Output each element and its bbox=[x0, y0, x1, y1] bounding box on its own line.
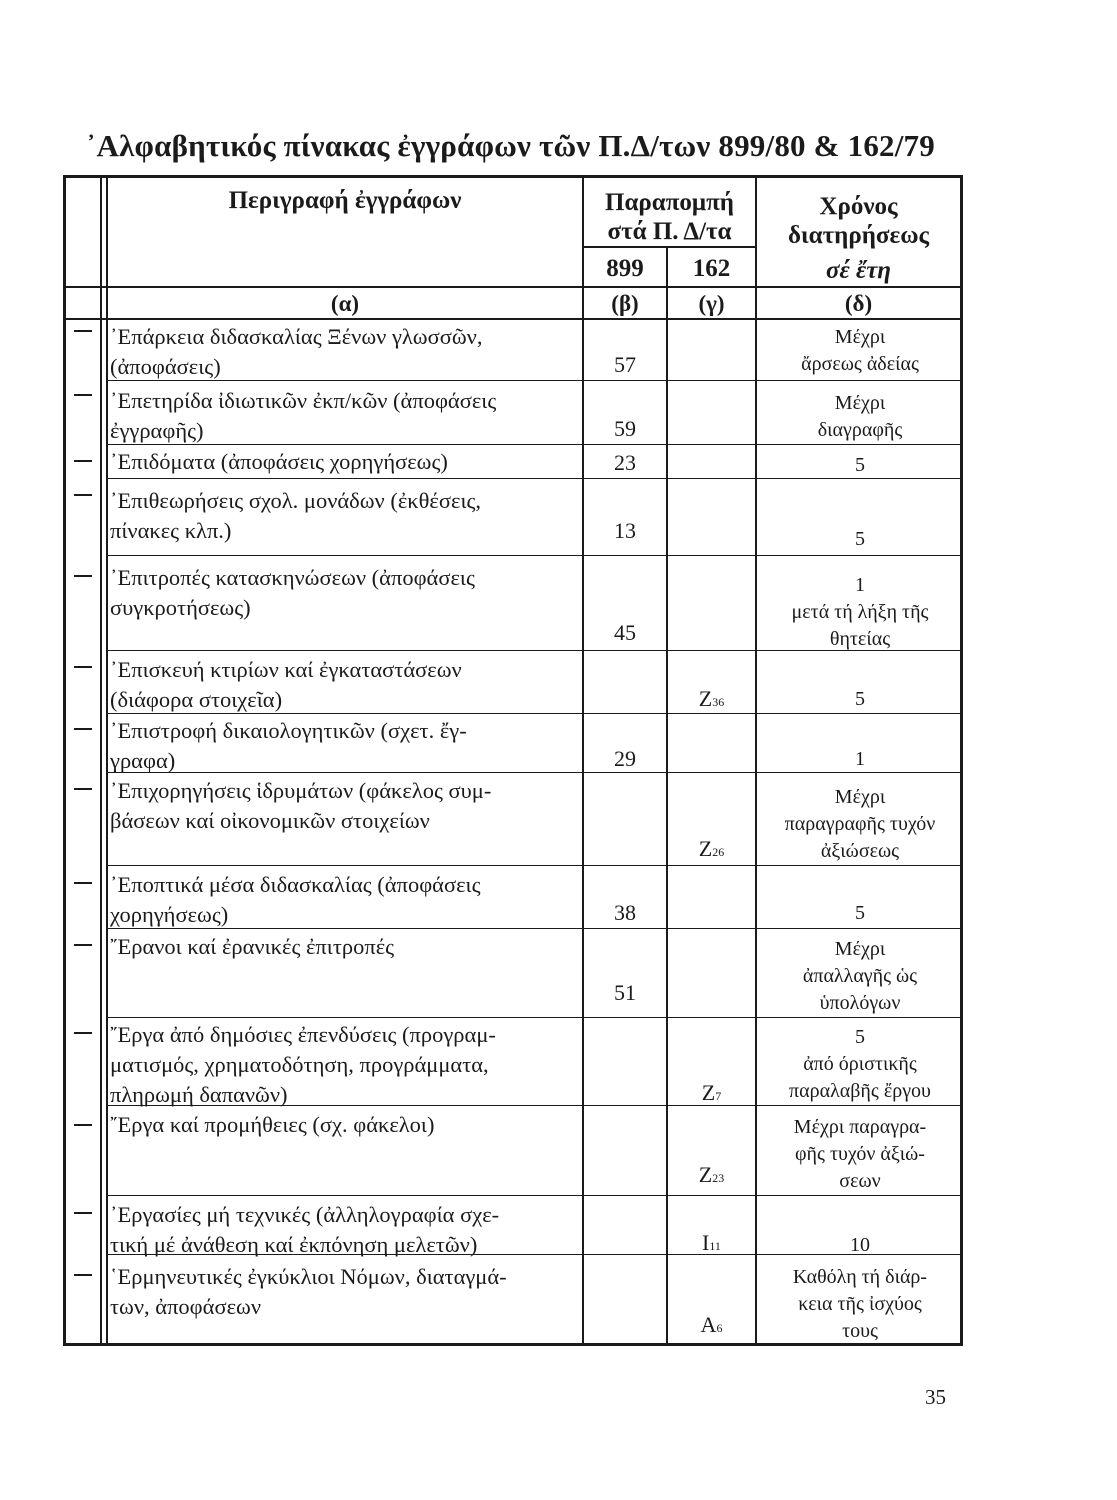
row-marker bbox=[74, 788, 92, 790]
row-marker bbox=[74, 330, 92, 332]
retention-period: Μέχρι διαγραφῆς bbox=[817, 392, 903, 441]
row-description: ᾿Επιδόματα (ἀποφάσεις χορηγήσεως) bbox=[110, 449, 448, 474]
row-marker bbox=[74, 728, 92, 730]
ref-899: 51 bbox=[614, 980, 636, 1005]
header-reference: Παραπομπή στά Π. Δ/τα bbox=[605, 189, 734, 245]
row-marker bbox=[74, 1274, 92, 1276]
row-marker bbox=[74, 944, 92, 946]
retention-period: Καθόλη τή διάρ- κεια τῆς ἰσχύος τους bbox=[792, 1266, 928, 1342]
header-ref-162: 162 bbox=[692, 255, 731, 282]
row-description: ᾿Επιτροπές κατασκηνώσεων (ἀποφάσεις συγκροτήσεως) bbox=[110, 565, 475, 620]
header-description: Περιγραφή ἐγγράφων bbox=[228, 187, 462, 214]
ref-162: Z36 bbox=[698, 686, 725, 711]
retention-period: 5 bbox=[855, 902, 865, 924]
row-marker bbox=[74, 882, 92, 884]
row-description: ῾Ερμηνευτικές ἐγκύκλιοι Νόμων, διαταγμά- των, ἀποφάσεων bbox=[110, 1264, 507, 1319]
row-description: ῎Εργα καί προμήθειες (σχ. φάκελοι) bbox=[110, 1112, 435, 1137]
header-label-a: (α) bbox=[330, 291, 360, 316]
row-description: ᾿Επιθεωρήσεις σχολ. μονάδων (ἐκθέσεις, πίνακες κλπ.) bbox=[110, 488, 482, 543]
ref-162: I11 bbox=[702, 1230, 721, 1255]
row-description: ᾿Εποπτικά μέσα διδασκαλίας (ἀποφάσεις χορηγήσεως) bbox=[110, 872, 481, 927]
ref-899: 38 bbox=[614, 900, 636, 925]
ref-899: 45 bbox=[614, 620, 636, 645]
row-description: ᾿Επάρκεια διδασκαλίας Ξένων γλωσσῶν, (ἀποφάσεις) bbox=[110, 324, 483, 379]
retention-period: Μέχρι ἄρσεως ἀδείας bbox=[801, 326, 919, 375]
page-title: ᾿Αλφαβητικός πίνακας ἐγγράφων τῶν Π.Δ/των 899/80 & 162/79 bbox=[86, 128, 935, 163]
ref-899: 13 bbox=[614, 518, 636, 543]
row-marker bbox=[74, 394, 92, 396]
row-description: ᾿Επιστροφή δικαιολογητικῶν (σχετ. ἔγ- γραφα) bbox=[110, 718, 467, 773]
ref-899: 23 bbox=[614, 450, 636, 475]
header-retention-unit: σέ ἔτη bbox=[825, 257, 892, 284]
ref-162: Z26 bbox=[698, 836, 725, 861]
header-label-d: (δ) bbox=[844, 291, 873, 316]
page-number: 35 bbox=[925, 1385, 946, 1409]
ref-899: 29 bbox=[614, 746, 636, 771]
retention-period: Μέχρι ἀπαλλαγῆς ὡς ὑπολόγων bbox=[802, 938, 918, 1014]
row-marker bbox=[74, 494, 92, 496]
row-description: ῎Ερανοι καί ἐρανικές ἐπιτροπές bbox=[110, 934, 395, 959]
header-retention: Χρόνος διατηρήσεως bbox=[787, 193, 930, 249]
ref-162: A6 bbox=[700, 1312, 723, 1337]
row-marker bbox=[74, 1124, 92, 1126]
row-marker bbox=[74, 1212, 92, 1214]
retention-period: 5 bbox=[855, 528, 865, 550]
header-label-b: (β) bbox=[611, 291, 639, 316]
retention-period: 5 ἀπό όριστικῆς παραλαβῆς ἔργου bbox=[789, 1026, 931, 1102]
row-marker bbox=[74, 1032, 92, 1034]
retention-period: 1 μετά τή λήξη τῆς θητείας bbox=[791, 574, 929, 650]
ref-899: 57 bbox=[614, 352, 636, 377]
row-description: ᾿Επιχορηγήσεις ἱδρυμάτων (φάκελος συμ- βάσεων καί οἰκονομικῶν στοιχείων bbox=[110, 778, 492, 833]
retention-period: Μέχρι παραγρα- φῆς τυχόν ἀξιώ- σεων bbox=[793, 1116, 927, 1192]
retention-period: 1 bbox=[855, 748, 865, 770]
row-marker bbox=[74, 460, 92, 462]
row-marker bbox=[74, 666, 92, 668]
header-label-c: (γ) bbox=[698, 291, 725, 316]
retention-period: 5 bbox=[855, 454, 865, 476]
row-description: ᾿Εργασίες μή τεχνικές (ἀλληλογραφία σχε- τική μέ ἀνάθεση καί ἐκπόνηση μελετῶν) bbox=[110, 1202, 500, 1257]
ref-162: Z23 bbox=[698, 1162, 725, 1187]
header-ref-899: 899 bbox=[606, 255, 644, 282]
retention-period: 10 bbox=[850, 1234, 870, 1256]
row-description: ῎Εργα ἀπό δημόσιες ἐπενδύσεις (προγραμ- ματισμός, χρηματοδότηση, προγράμματα, πληρωμή δαπανῶν) bbox=[110, 1022, 496, 1107]
row-description: ᾿Επισκευή κτιρίων καί ἐγκαταστάσεων (διάφορα στοιχεῖα) bbox=[110, 657, 462, 712]
retention-period: Μέχρι παραγραφῆς τυχόν ἀξιώσεως bbox=[784, 786, 936, 862]
ref-162: Z7 bbox=[701, 1080, 722, 1105]
retention-period: 5 bbox=[855, 688, 865, 710]
row-description: ᾿Επετηρίδα ἰδιωτικῶν ἐκπ/κῶν (ἀποφάσεις ἐγγραφῆς) bbox=[110, 388, 497, 443]
ref-899: 59 bbox=[614, 416, 636, 441]
row-marker bbox=[74, 575, 92, 577]
